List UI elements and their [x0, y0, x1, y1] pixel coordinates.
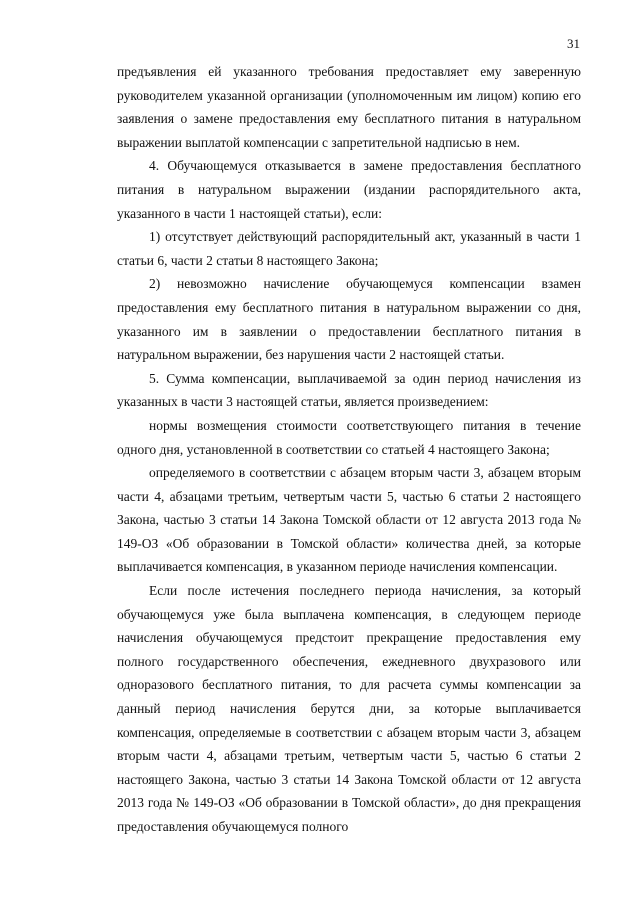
page-number: 31 — [567, 36, 580, 51]
paragraph-item-2: 2) невозможно начисление обучающемуся компенсации взамен предоставления ему бесплатного питания в натуральном выражении со дня, указанного им в заявлении о предоставлении бесплатного питания в натуральном выражении, без нарушения части 2 настоящей статьи. — [117, 276, 581, 363]
paragraph-4: 4. Обучающемуся отказывается в замене предоставления бесплатного питания в натуральном выражении (издании распорядительного акта, указанного в части 1 настоящей статьи), если: — [117, 158, 581, 221]
document-body — [117, 60, 581, 839]
paragraph-item-1: 1) отсутствует действующий распорядительный акт, указанный в части 1 статьи 6, части 2 статьи 8 настоящего Закона; — [117, 229, 581, 268]
paragraph-days: определяемого в соответствии с абзацем вторым части 3, абзацем вторым части 4, абзацами третьим, четвертым части 5, частью 6 статьи 2 настоящего Закона, частью 3 статьи 14 Закона Томской области от 12 августа 2013 года № 149-ОЗ «Об образовании в Томской области» количества дней, за которые выплачивается компенсация, в указанном периоде начисления компенсации. — [117, 465, 581, 575]
paragraph-5: 5. Сумма компенсации, выплачиваемой за один период начисления из указанных в части 3 настоящей статьи, является произведением: — [117, 370, 581, 410]
paragraph-norm: нормы возмещения стоимости соответствующего питания в течение одного дня, установленной в соответствии со статьей 4 настоящего Закона; — [117, 417, 581, 457]
paragraph-last-period: Если после истечения последнего периода начисления, за который обучающемуся уже была выплачена компенсация, в следующем периоде начисления обучающемуся предстоит прекращение предоставления ему полного государственного обеспечения, ежедневного двухразового или одноразового бесплатного питания, то для расчета суммы компенсации за данный период начисления берутся дни, за которые выплачивается компенсация, определяемые в соответствии с абзацем вторым части 3, абзацем вторым части 4, абзацами третьим, четвертым части 5, частью 6 статьи 2 настоящего Закона, частью 3 статьи 14 Закона Томской области от 12 августа 2013 года № 149-ОЗ «Об образовании в Томской области», до дня прекращения предоставления обучающемуся полного — [117, 583, 581, 834]
paragraph-continuation: предъявления ей указанного требования предоставляет ему заверенную руководителем указанной организации (уполномоченным им лицом) копию его заявления о замене предоставления ему бесплатного питания в натуральном выражении выплатой компенсации с запретительной надписью в нем. — [117, 64, 581, 150]
